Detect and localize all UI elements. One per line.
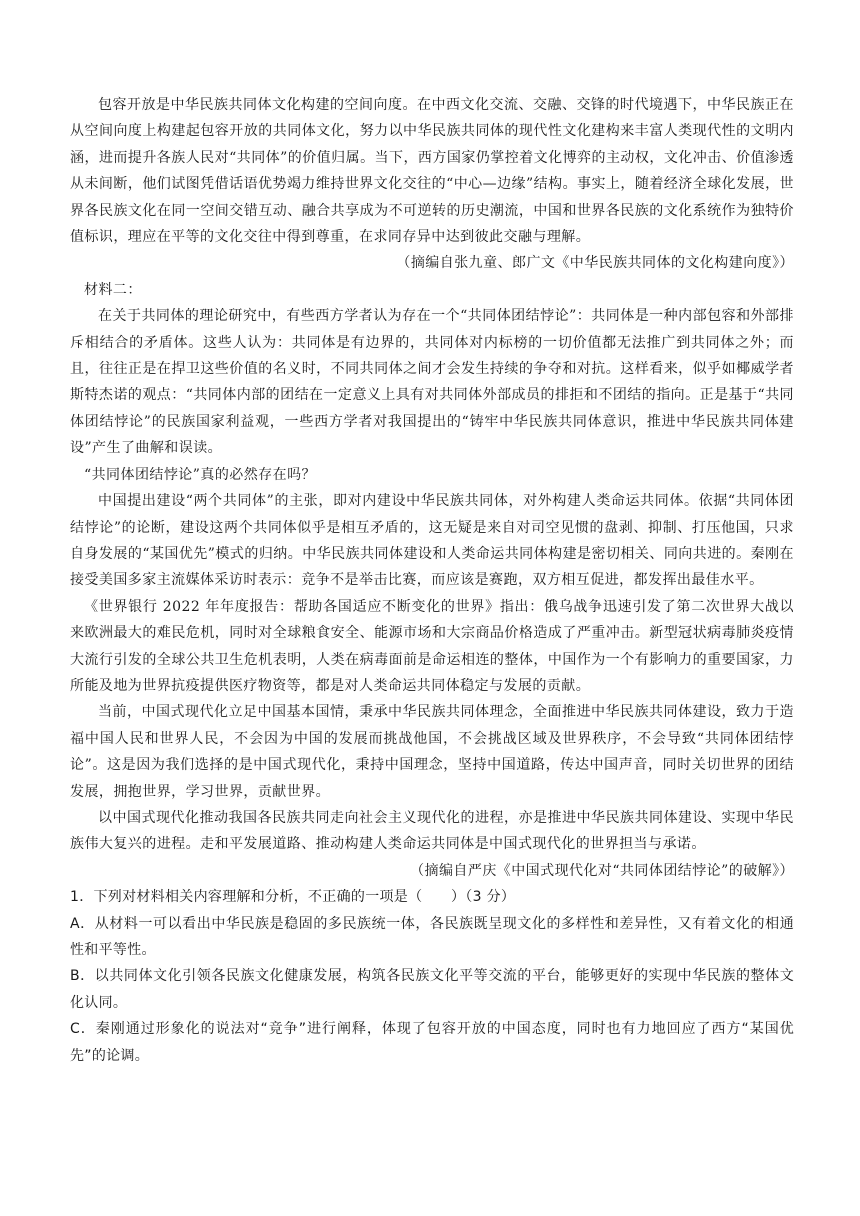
material2-paragraph-2: “共同体团结悖论”真的必然存在吗？ [84,466,316,483]
question-stem: 1．下列对材料相关内容理解和分析，不正确的一项是（ ）（3 分） [70,889,516,906]
question-option-b: B．以共同体文化引领各民族文化健康发展，构筑各民族文化平等交流的平台，能够更好的实现中华民族的整体文化认同。 [70,968,794,1011]
material2-paragraph-6: 以中国式现代化推动我国各民族共同走向社会主义现代化的进程，亦是推进中华民族共同体建设、实现中华民族伟大复兴的进程。走和平发展道路、推动构建人类命运共同体是中国式现代化的世界担当与承诺。 [70,809,794,853]
material1-paragraph: 包容开放是中华民族共同体文化构建的空间向度。在中西文化交流、交融、交锋的时代境遇下，中华民族正在从空间向度上构建起包容开放的共同体文化，努力以中华民族共同体的现代性文化建构来丰富人类现代性的文明内涵，进而提升各族人民对“共同体”的价值归属。当下，西方国家仍掌控着文化博弈的主动权，文化冲击、价值渗透从未间断，他们试图凭借话语优势竭力维持世界文化交往的“中心—边缘”结构。事实上，随着经济全球化发展，世界各民族文化在同一空间交错互动、融合共享成为不可逆转的历史潮流，中国和世界各民族的文化系统作为独特价值标识，理应在平等的文化交往中得到尊重，在求同存异中达到彼此交融与理解。 [70,97,794,246]
material2-source: （摘编自严庆《中国式现代化对“共同体团结悖论”的破解》） [410,862,794,879]
material2-paragraph-5: 当前，中国式现代化立足中国基本国情，秉承中华民族共同体理念，全面推进中华民族共同体建设，致力于造福中国人民和世界人民，不会因为中国的发展而挑战他国，不会挑战区域及世界秩序，不会导致“共同体团结悖论”。这是因为我们选择的是中国式现代化，秉持中国理念，坚持中国道路，传达中国声音，同时关切世界的团结发展，拥抱世界，学习世界，贡献世界。 [70,704,794,800]
material2-paragraph-3: 中国提出建设“两个共同体”的主张，即对内建设中华民族共同体，对外构建人类命运共同体。依据“共同体团结悖论”的论断，建设这两个共同体似乎是相互矛盾的，这无疑是来自对司空见惯的盘剥、抑制、打压他国，只求自身发展的“某国优先”模式的归纳。中华民族共同体建设和人类命运共同体构建是密切相关、同向共进的。秦刚在接受美国多家主流媒体采访时表示：竞争不是举击比赛，而应该是赛跑，双方相互促进，都发挥出最佳水平。 [70,493,794,589]
material1-source: （摘编自张九童、郎广文《中华民族共同体的文化构建向度》） [396,255,794,272]
material2-paragraph-1: 在关于共同体的理论研究中，有些西方学者认为存在一个“共同体团结悖论”：共同体是一种内部包容和外部排斥相结合的矛盾体。这些人认为：共同体是有边界的，共同体对内标榜的一切价值都无法推广到共同体之外；而且，往往正是在捍卫这些价值的名义时，不同共同体之间才会发生持续的争夺和对抗。这样看来，似乎如椰威学者斯特杰诺的观点：“共同体内部的团结在一定意义上具有对共同体外部成员的排拒和不团结的指向。正是基于“共同体团结悖论”的民族国家利益观，一些西方学者对我国提出的“铸牢中华民族共同体意识，推进中华民族共同体建设”产生了曲解和误读。 [70,308,794,457]
material2-paragraph-4: 《世界银行 2022 年年度报告：帮助各国适应不断变化的世界》指出：俄乌战争迅速引发了第二次世界大战以来欧洲最大的难民危机，同时对全球粮食安全、能源市场和大宗商品价格造成了严重冲击。新型冠状病毒肺炎疫情大流行引发的全球公共卫生危机表明，人类在病毒面前是命运相连的整体，中国作为一个有影响力的重要国家，力所能及地为世界抗疫提供医疗物资等，都是对人类命运共同体稳定与发展的贡献。 [70,598,794,694]
document-body [70,92,794,1069]
material2-heading: 材料二： [84,281,142,298]
question-option-c: C．秦刚通过形象化的说法对“竞争”进行阐释，体现了包容开放的中国态度，同时也有力地回应了西方“某国优先”的论调。 [70,1021,794,1064]
question-option-a: A．从材料一可以看出中华民族是稳固的多民族统一体，各民族既呈现文化的多样性和差异性，又有着文化的相通性和平等性。 [70,915,794,958]
